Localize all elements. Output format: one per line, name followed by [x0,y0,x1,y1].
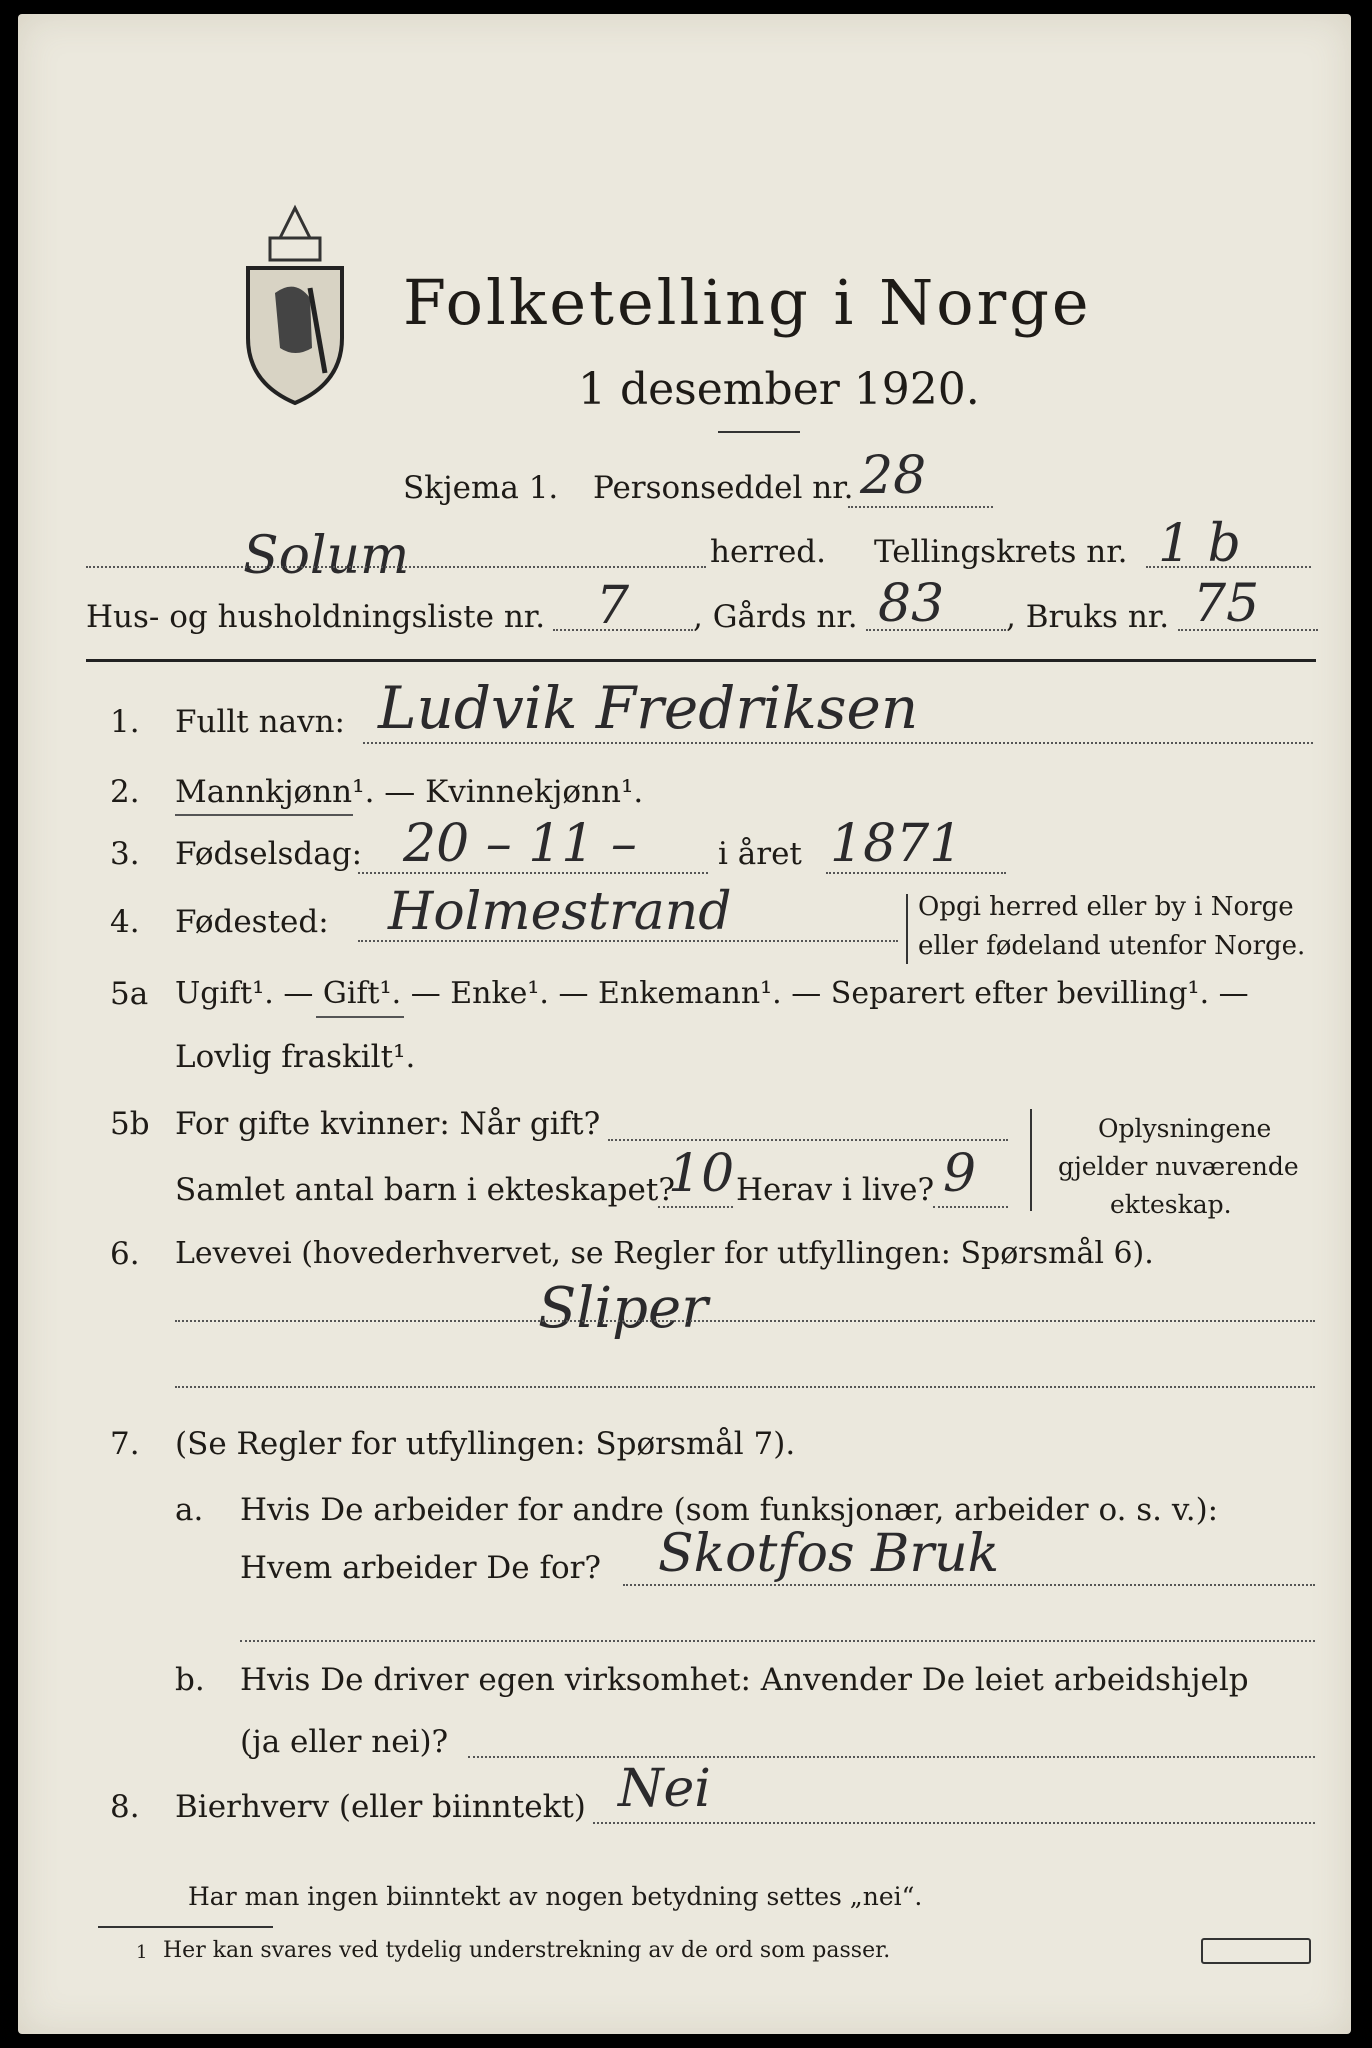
q5a-number: 5a [110,976,149,1012]
q2-text: Mannkjønn¹. — Kvinnekjønn¹. [175,774,644,810]
personseddel-line [848,506,993,508]
footnote-text: Her kan svares ved tydelig understrekning av de ord som passer. [163,1938,891,1963]
q4-line [358,940,898,942]
hus-line [553,629,693,631]
personseddel-label: Personseddel nr. [593,470,854,506]
q1-number: 1. [110,704,140,740]
footnote-rule [98,1926,273,1928]
header-rule [86,659,1316,662]
q5b-married-line [608,1139,1008,1141]
q7a-text: Hvis De arbeider for andre (som funksjonær, arbeider o. s. v.): [240,1492,1219,1528]
q5b-children-value: 10 [668,1144,735,1204]
q6-value: Sliper [538,1276,708,1341]
q5b-note-line2: gjelder nuværende [1058,1152,1299,1181]
q5b-alive-value: 9 [943,1144,977,1204]
q1-label: Fullt navn: [175,704,345,740]
q7b-letter: b. [175,1662,205,1698]
q5b-note-bracket [1030,1109,1035,1211]
q7a-label: Hvem arbeider De for? [240,1550,602,1586]
q8-number: 8. [110,1789,140,1825]
q2-number: 2. [110,774,140,810]
q7a-letter: a. [175,1492,204,1528]
q3-year-line [826,872,1006,874]
herred-line [86,566,706,568]
q7b-text: Hvis De driver egen virksomhet: Anvender De leiet arbeidshjelp [240,1662,1249,1698]
herred-label: herred. [710,534,826,570]
q2-underline-mannkjonn [175,814,353,816]
q7b-label: (ja eller nei)? [240,1724,449,1760]
q8-line [593,1822,1315,1824]
skjema-label: Skjema 1. [403,470,559,506]
gards-label: , Gårds nr. [693,599,858,635]
q7a-line [623,1584,1315,1586]
q7-label: (Se Regler for utfyllingen: Spørsmål 7). [175,1426,796,1462]
bruks-label: , Bruks nr. [1006,599,1170,635]
q3-number: 3. [110,836,140,872]
personseddel-value: 28 [860,446,927,506]
q8-label: Bierhverv (eller biinntekt) [175,1789,586,1825]
norwegian-coat-of-arms-icon [240,198,350,408]
census-form-paper [18,14,1351,2034]
tellingskrets-value: 1 b [1158,514,1241,574]
footnote-mark: 1 [136,1942,148,1963]
q8-value: Nei [618,1759,711,1819]
q4-note-bracket [906,894,911,964]
bruks-line [1178,629,1318,631]
q5a-text: Ugift¹. — Gift¹. — Enke¹. — Enkemann¹. — Separert efter bevilling¹. — [175,976,1249,1011]
q5b-children-label: Samlet antal barn i ekteskapet? [175,1172,675,1208]
printer-stamp-icon [1201,1938,1311,1964]
q3-year-label: i året [718,836,802,872]
q7a-line2 [240,1640,1315,1642]
q5b-number: 5b [110,1106,150,1142]
hus-label: Hus- og husholdningsliste nr. [86,599,546,635]
q5a-text-line2: Lovlig fraskilt¹. [175,1039,416,1075]
q5b-note-line1: Oplysningene [1098,1114,1272,1143]
q4-value: Holmestrand [388,882,732,942]
q1-value: Ludvik Fredriksen [378,674,919,742]
q6-line2 [175,1386,1315,1388]
gards-value: 83 [878,574,945,634]
q3-value: 20 – 11 – [403,814,637,874]
herred-value: Solum [243,526,410,586]
q5b-children-line [658,1206,733,1208]
q3-line [358,872,708,874]
tellingskrets-label: Tellingskrets nr. [874,534,1128,570]
q5b-label: For gifte kvinner: Når gift? [175,1106,601,1142]
q3-label: Fødselsdag: [175,836,363,872]
q7-number: 7. [110,1426,140,1462]
q4-note-line2: eller fødeland utenfor Norge. [918,931,1306,961]
q4-note-line1: Opgi herred eller by i Norge [918,892,1294,922]
bruks-value: 75 [1193,574,1260,634]
q5b-alive-label: Herav i live? [736,1172,935,1208]
q4-label: Fødested: [175,904,329,940]
q6-number: 6. [110,1236,140,1272]
hus-value: 7 [596,576,630,636]
q5b-alive-line [933,1206,1008,1208]
q3-year-value: 1871 [830,814,963,874]
q5b-note-line3: ekteskap. [1110,1190,1232,1219]
footer-note: Har man ingen biinntekt av nogen betydning settes „nei“. [188,1882,923,1911]
tellingskrets-line [1146,566,1311,568]
q4-number: 4. [110,904,140,940]
form-title: Folketelling i Norge [403,266,1092,339]
q7b-line [468,1756,1315,1758]
q6-line1 [175,1320,1315,1322]
title-divider [718,431,800,433]
q7a-value: Skotfos Bruk [658,1524,1000,1584]
q1-line [363,742,1313,744]
gards-line [866,629,1006,631]
q6-label: Levevei (hovederhvervet, se Regler for utfyllingen: Spørsmål 6). [175,1236,1154,1271]
census-date: 1 desember 1920. [578,364,980,415]
q5a-underline-gift [316,1016,404,1018]
